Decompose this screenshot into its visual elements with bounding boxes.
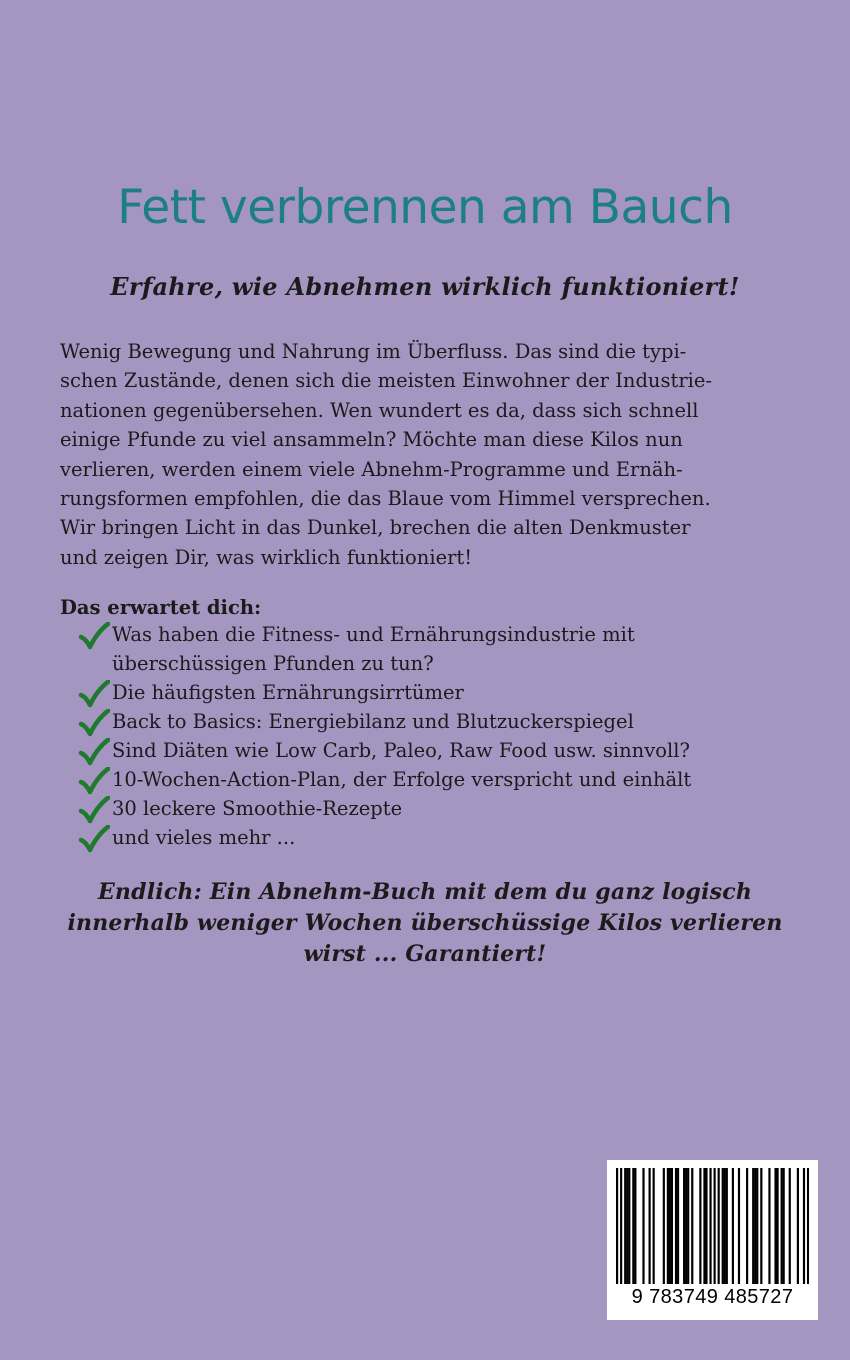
barcode-bar: [675, 1168, 677, 1284]
description-paragraph: [60, 337, 792, 572]
checklist-item: [78, 678, 798, 707]
barcode-bar: [732, 1168, 734, 1284]
description-line: rungsformen empfohlen, die das Blaue vom Himmel versprechen.: [60, 487, 711, 511]
checkmark-icon: [78, 767, 110, 795]
barcode-bar: [752, 1168, 754, 1284]
barcode-bar: [718, 1168, 720, 1284]
closing-line: wirst ... Garantiert!: [303, 941, 547, 967]
description-line: verlieren, werden einem viele Abnehm-Programme und Ernäh-: [60, 457, 683, 481]
barcode-bar: [691, 1168, 693, 1284]
checklist-item: [78, 823, 798, 852]
checklist-item: [78, 794, 798, 823]
barcode-bar: [677, 1168, 679, 1284]
barcode-bar: [683, 1168, 685, 1284]
barcode-bar: [756, 1168, 758, 1284]
checklist-item-text: 30 leckere Smoothie-Rezepte: [112, 797, 403, 820]
barcode-bar: [774, 1168, 776, 1284]
checklist-item: [78, 620, 798, 678]
barcode-bar: [703, 1168, 705, 1284]
barcode-bar: [768, 1168, 770, 1284]
barcode-bar: [803, 1168, 805, 1284]
barcode-bar: [667, 1168, 669, 1284]
barcode-bar: [628, 1168, 630, 1284]
checklist-item-text: und vieles mehr ...: [112, 826, 296, 849]
checkmark-icon: [78, 622, 110, 650]
barcode-bar: [669, 1168, 671, 1284]
barcode-bar: [685, 1168, 687, 1284]
barcode-bar: [626, 1168, 628, 1284]
barcode-bar: [754, 1168, 756, 1284]
feature-checklist: [78, 620, 798, 852]
barcode-bar: [653, 1168, 655, 1284]
checklist-item-text: Sind Diäten wie Low Carb, Paleo, Raw Food usw. sinnvoll?: [112, 739, 690, 762]
barcode-bar: [634, 1168, 636, 1284]
barcode-bar: [620, 1168, 622, 1284]
checklist-item: [78, 707, 798, 736]
checklist-item-text: Die häufigsten Ernährungsirrtümer: [112, 681, 464, 704]
barcode-bar: [724, 1168, 726, 1284]
barcode-bar: [709, 1168, 711, 1284]
description-line: einige Pfunde zu viel ansammeln? Möchte man diese Kilos nun: [60, 428, 683, 452]
barcode-bar: [714, 1168, 716, 1284]
checklist-item: [78, 736, 798, 765]
description-line: Wir bringen Licht in das Dunkel, brechen die alten Denkmuster: [60, 516, 691, 540]
barcode-bar: [642, 1168, 644, 1284]
barcode-bar: [746, 1168, 748, 1284]
barcode-bar: [738, 1168, 740, 1284]
description-line: Wenig Bewegung und Nahrung im Überfluss. Das sind die typi-: [60, 340, 687, 363]
barcode-bar: [671, 1168, 673, 1284]
list-heading: Das erwartet dich:: [60, 596, 262, 619]
barcode-bar: [624, 1168, 626, 1284]
barcode-bar: [705, 1168, 707, 1284]
barcode-bar: [797, 1168, 799, 1284]
closing-line: Endlich: Ein Abnehm-Buch mit dem du ganz logisch: [97, 879, 753, 905]
closing-statement: [0, 877, 850, 970]
checkmark-icon: [78, 825, 110, 853]
isbn-barcode: [607, 1160, 818, 1320]
checklist-item-text: Back to Basics: Energiebilanz und Blutzuckerspiegel: [112, 710, 634, 733]
barcode-bar: [663, 1168, 665, 1284]
description-line: nationen gegenübersehen. Wen wundert es da, dass sich schnell: [60, 398, 699, 422]
barcode-bar: [781, 1168, 783, 1284]
tagline: Erfahre, wie Abnehmen wirklich funktioniert!: [110, 272, 740, 301]
book-title: Fett verbrennen am Bauch: [117, 180, 733, 235]
checkmark-icon: [78, 680, 110, 708]
checkmark-icon: [78, 796, 110, 824]
barcode-bar: [807, 1168, 809, 1284]
checkmark-icon: [78, 738, 110, 766]
barcode-bar: [632, 1168, 634, 1284]
checklist-item-text: überschüssigen Pfunden zu tun?: [112, 652, 434, 675]
barcode-bar: [722, 1168, 724, 1284]
checklist-item-text: 10-Wochen-Action-Plan, der Erfolge verspricht und einhält: [112, 768, 692, 791]
barcode-bars: [616, 1168, 809, 1284]
barcode-bar: [699, 1168, 701, 1284]
closing-line: innerhalb weniger Wochen überschüssige Kilos verlieren: [67, 910, 783, 936]
barcode-bar: [616, 1168, 618, 1284]
barcode-bar: [726, 1168, 728, 1284]
checklist-item: [78, 765, 798, 794]
isbn-number: 9 783749 485727: [631, 1286, 794, 1308]
barcode-bar: [783, 1168, 785, 1284]
description-line: und zeigen Dir, was wirklich funktioniert!: [60, 545, 473, 569]
barcode-bar: [649, 1168, 651, 1284]
description-line: schen Zustände, denen sich die meisten Einwohner der Industrie-: [60, 369, 713, 393]
barcode-bar: [776, 1168, 778, 1284]
checklist-item-text: Was haben die Fitness- und Ernährungsindustrie mit: [112, 623, 635, 646]
barcode-bar: [760, 1168, 762, 1284]
barcode-bar: [789, 1168, 791, 1284]
barcode-bar: [687, 1168, 689, 1284]
checkmark-icon: [78, 709, 110, 737]
